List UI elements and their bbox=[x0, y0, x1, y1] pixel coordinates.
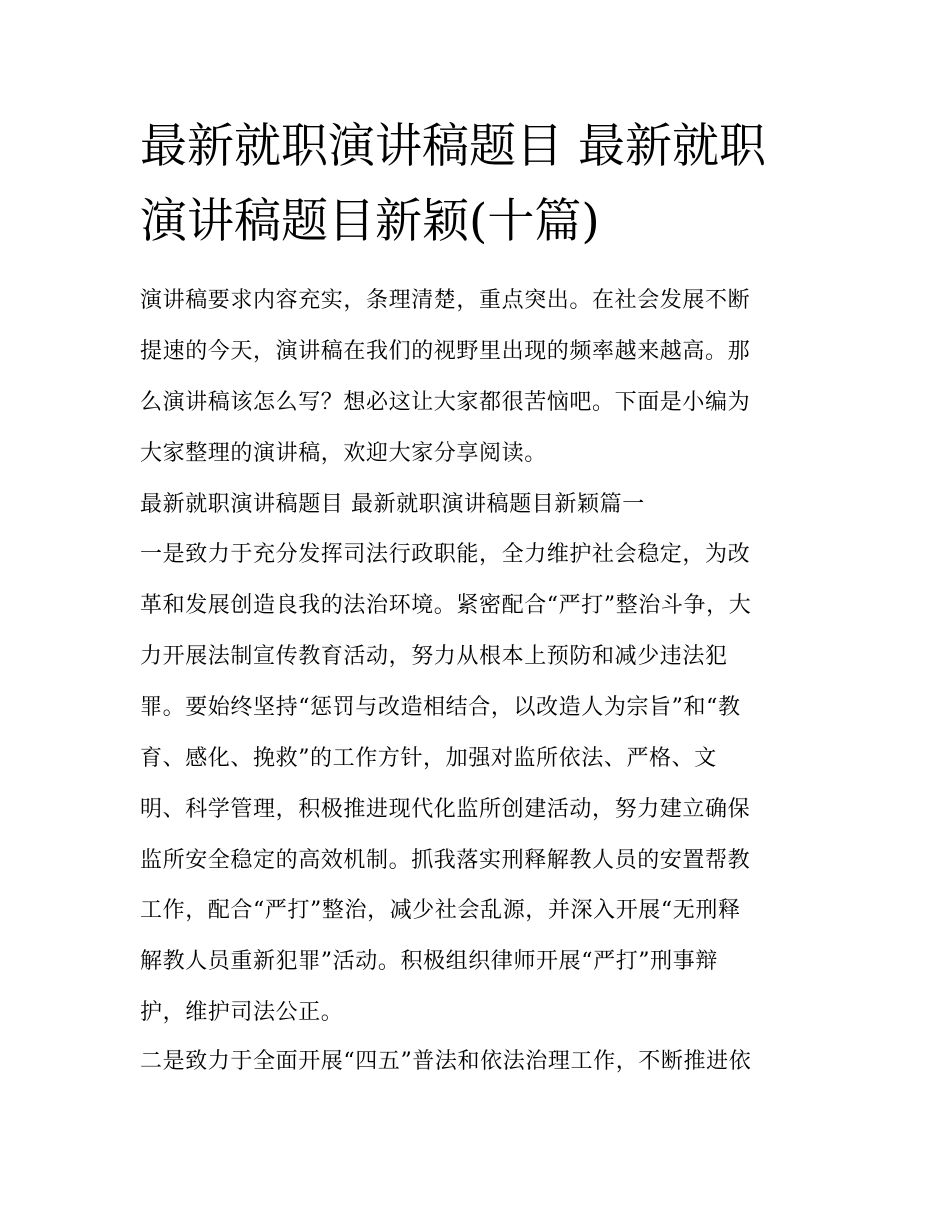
body-line-15: 护，维护司法公正。 bbox=[140, 1000, 344, 1025]
body-line-6: 一是致力于充分发挥司法行政职能，全力维护社会稳定，为改 bbox=[140, 542, 751, 567]
body-line-8: 力开展法制宣传教育活动，努力从根本上预防和减少违法犯 bbox=[140, 644, 728, 669]
document-title-line-1: 最新就职演讲稿题目 最新就职 bbox=[140, 119, 766, 174]
body-line-14: 解教人员重新犯罪”活动。积极组织律师开展“严打”刑事辩 bbox=[140, 949, 718, 974]
body-line-3: 么演讲稿该怎么写？想必这让大家都很苦恼吧。下面是小编为 bbox=[140, 390, 751, 415]
body-line-16: 二是致力于全面开展“四五”普法和依法治理工作，不断推进依 bbox=[140, 1049, 752, 1074]
section-heading: 最新就职演讲稿题目 最新就职演讲稿题目新颖篇一 bbox=[140, 492, 645, 517]
body-line-12: 监所安全稳定的高效机制。抓我落实刑释解教人员的安置帮教 bbox=[140, 848, 751, 873]
body-line-10: 育、感化、挽救”的工作方针，加强对监所依法、严格、文 bbox=[140, 746, 717, 771]
body-line-9: 罪。要始终坚持“惩罚与改造相结合，以改造人为宗旨”和“教 bbox=[140, 695, 741, 720]
body-line-2: 提速的今天，演讲稿在我们的视野里出现的频率越来越高。那 bbox=[140, 339, 751, 364]
body-line-13: 工作，配合“严打”整治，减少社会乱源，并深入开展“无刑释 bbox=[140, 898, 741, 923]
body-line-1: 演讲稿要求内容充实，条理清楚，重点突出。在社会发展不断 bbox=[140, 288, 751, 313]
document-title-line-2: 演讲稿题目新颖(十篇) bbox=[140, 194, 600, 249]
body-line-11: 明、科学管理，积极推进现代化监所创建活动，努力建立确保 bbox=[140, 797, 751, 822]
body-line-7: 革和发展创造良我的法治环境。紧密配合“严打”整治斗争，大 bbox=[140, 593, 752, 618]
body-line-4: 大家整理的演讲稿，欢迎大家分享阅读。 bbox=[140, 441, 547, 466]
